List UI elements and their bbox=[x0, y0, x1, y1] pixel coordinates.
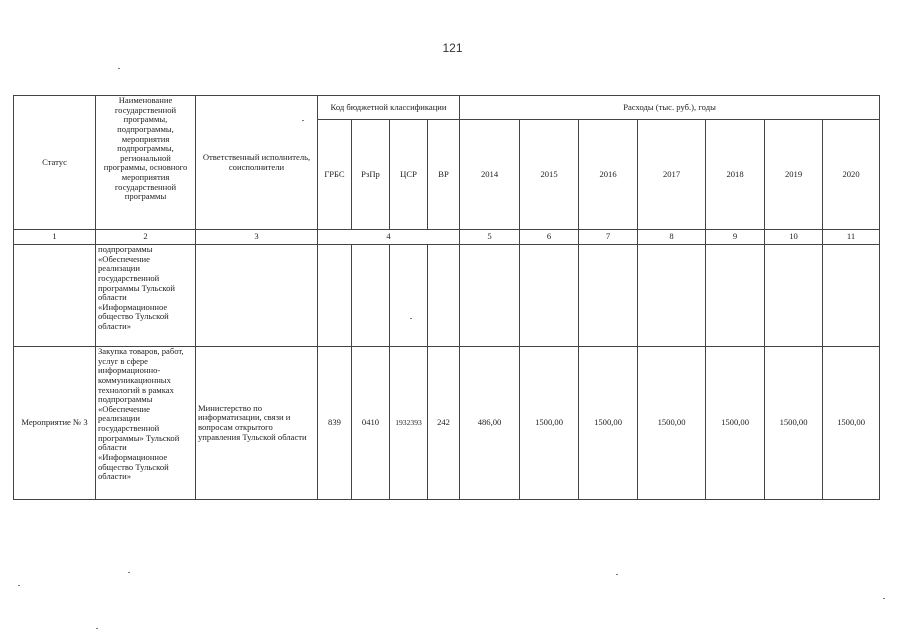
scan-speck bbox=[96, 628, 98, 629]
scan-speck bbox=[410, 318, 412, 319]
cell-value bbox=[638, 245, 706, 347]
cell-value: 1500,00 bbox=[765, 347, 823, 500]
column-number: 8 bbox=[638, 230, 706, 245]
cell-value bbox=[823, 245, 880, 347]
budget-table bbox=[13, 95, 880, 500]
column-number: 7 bbox=[579, 230, 638, 245]
cell-name: подпрограммы «Обеспечение реализации государственной программы Тульской области «Информационное общество Тульской области» bbox=[96, 245, 196, 347]
column-number: 2 bbox=[96, 230, 196, 245]
cell-value: 1500,00 bbox=[579, 347, 638, 500]
cell-value bbox=[520, 245, 579, 347]
cell-csr bbox=[390, 245, 428, 347]
header-row-1 bbox=[14, 96, 880, 120]
header-vr: ВР bbox=[428, 120, 460, 230]
header-year: 2020 bbox=[823, 120, 880, 230]
header-responsible: Ответственный исполнитель, соисполнители bbox=[196, 96, 318, 230]
cell-csr: 1932393 bbox=[390, 347, 428, 500]
scan-speck bbox=[616, 574, 618, 575]
header-year: 2015 bbox=[520, 120, 579, 230]
column-number: 1 bbox=[14, 230, 96, 245]
page-number: 121 bbox=[442, 41, 463, 55]
cell-responsible: Министерство по информатизации, связи и вопросам открытого управления Тульской области bbox=[196, 347, 318, 500]
column-number: 9 bbox=[706, 230, 765, 245]
column-number: 5 bbox=[460, 230, 520, 245]
scan-speck bbox=[118, 68, 120, 69]
header-grbs: ГРБС bbox=[318, 120, 352, 230]
column-number: 3 bbox=[196, 230, 318, 245]
column-number: 6 bbox=[520, 230, 579, 245]
table-row bbox=[14, 347, 880, 500]
cell-status: Мероприятие № 3 bbox=[14, 347, 96, 500]
cell-value: 1500,00 bbox=[520, 347, 579, 500]
scan-speck bbox=[302, 120, 304, 121]
header-csr: ЦСР bbox=[390, 120, 428, 230]
header-year: 2014 bbox=[460, 120, 520, 230]
cell-value bbox=[706, 245, 765, 347]
header-status: Статус bbox=[14, 96, 96, 230]
header-name: Наименование государственной программы, подпрограммы, мероприятия подпрограммы, региональной программы, основного мероприятия государственной программы bbox=[96, 96, 196, 230]
scan-speck bbox=[128, 572, 130, 573]
table-row bbox=[14, 245, 880, 347]
header-rzpr: РзПр bbox=[352, 120, 390, 230]
scan-speck bbox=[18, 585, 20, 586]
cell-vr: 242 bbox=[428, 347, 460, 500]
cell-name: Закупка товаров, работ, услуг в сфере информационно-коммуникационных технологий в рамках подпрограммы «Обеспечение реализации государственной программы» Тульской области «Информационное общество Тульской области» bbox=[96, 347, 196, 500]
column-number-row bbox=[14, 230, 880, 245]
cell-value bbox=[579, 245, 638, 347]
cell-status bbox=[14, 245, 96, 347]
cell-responsible bbox=[196, 245, 318, 347]
header-expenses: Расходы (тыс. руб.), годы bbox=[460, 96, 880, 120]
header-year: 2016 bbox=[579, 120, 638, 230]
header-year: 2017 bbox=[638, 120, 706, 230]
cell-value: 1500,00 bbox=[638, 347, 706, 500]
header-year: 2019 bbox=[765, 120, 823, 230]
cell-rzpr bbox=[352, 245, 390, 347]
cell-value: 1500,00 bbox=[823, 347, 880, 500]
scan-speck bbox=[883, 598, 885, 599]
header-budget-code: Код бюджетной классификации bbox=[318, 96, 460, 120]
cell-grbs bbox=[318, 245, 352, 347]
header-year: 2018 bbox=[706, 120, 765, 230]
cell-vr bbox=[428, 245, 460, 347]
cell-value: 486,00 bbox=[460, 347, 520, 500]
column-number: 4 bbox=[318, 230, 460, 245]
cell-value: 1500,00 bbox=[706, 347, 765, 500]
cell-grbs: 839 bbox=[318, 347, 352, 500]
cell-rzpr: 0410 bbox=[352, 347, 390, 500]
cell-value bbox=[765, 245, 823, 347]
column-number: 10 bbox=[765, 230, 823, 245]
column-number: 11 bbox=[823, 230, 880, 245]
cell-value bbox=[460, 245, 520, 347]
